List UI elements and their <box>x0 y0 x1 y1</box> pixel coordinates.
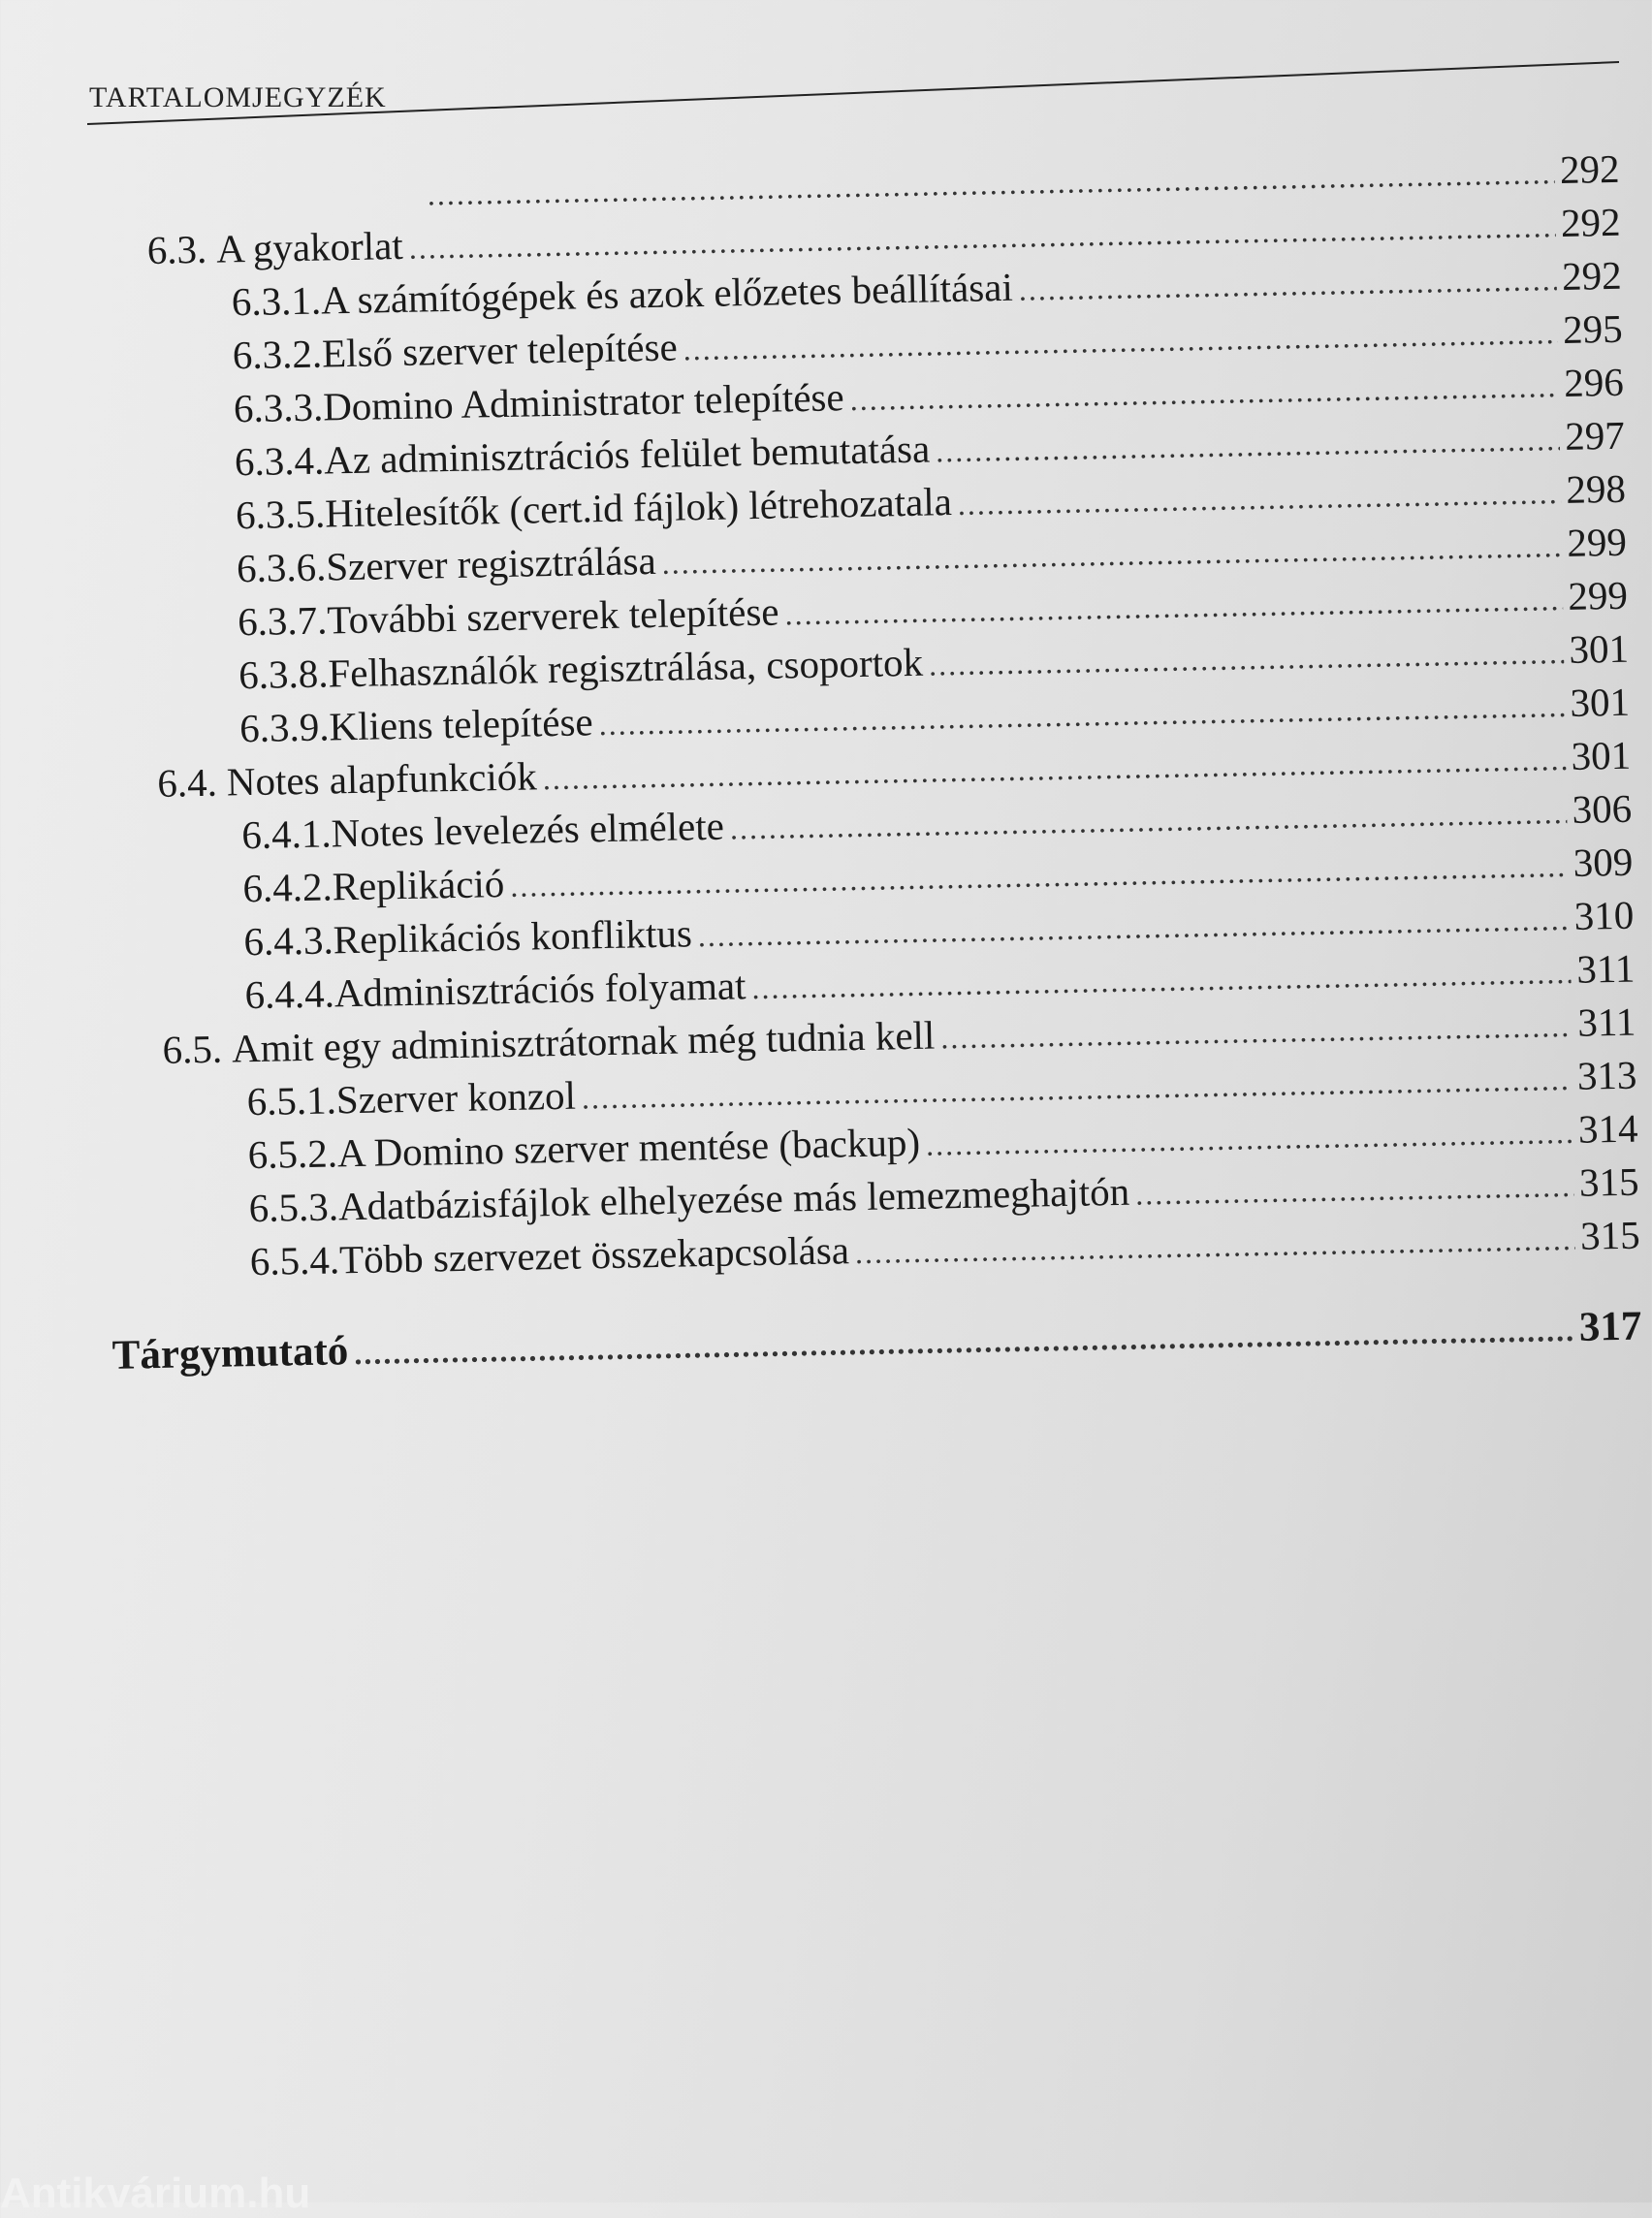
toc-page-number: 298 <box>1565 465 1627 512</box>
toc-leader <box>940 1002 1573 1061</box>
toc-title: Szerver konzol <box>335 1072 577 1123</box>
toc-page-number: 296 <box>1563 359 1625 405</box>
toc-number: 6.5.1. <box>246 1077 337 1125</box>
toc-number: 6.3.8. <box>238 650 329 698</box>
toc-title: Tárgymutató <box>111 1328 349 1378</box>
toc-number: 6.4.4. <box>244 970 335 1018</box>
toc-title: Adatbázisfájlok elhelyezése más lemezmeghajtón <box>337 1168 1130 1229</box>
toc-title: Több szervezet összekapcsolása <box>338 1227 850 1283</box>
toc-number: 6.3.3. <box>233 384 324 431</box>
toc-leader <box>929 629 1564 688</box>
toc-leader <box>1135 1162 1574 1218</box>
toc-page-number: 301 <box>1569 625 1630 672</box>
toc-title: Amit egy adminisztrátornak még tudnia kell <box>231 1012 936 1071</box>
toc-page-number: 299 <box>1567 572 1629 618</box>
toc-page-number: 301 <box>1571 732 1632 778</box>
toc-title: Replikációs konfliktus <box>333 910 693 963</box>
toc-page-number: 301 <box>1570 679 1631 725</box>
toc-leader <box>1018 256 1556 313</box>
toc-number: 6.4.1. <box>240 810 333 858</box>
toc-page-number: 292 <box>1559 145 1620 192</box>
toc-page-number: 317 <box>1578 1303 1642 1350</box>
toc-title: Notes levelezés elmélete <box>331 803 725 856</box>
toc-page-number: 295 <box>1562 305 1624 352</box>
toc-title: Hitelesítők (cert.id fájlok) létrehozatala <box>324 479 953 536</box>
toc-title: Első szerver telepítése <box>321 324 679 376</box>
toc-page-number: 310 <box>1573 892 1635 938</box>
toc-number: 6.4. <box>156 759 218 806</box>
toc-leader <box>936 416 1560 474</box>
table-of-contents <box>0 144 1652 1378</box>
toc-number: 6.3.2. <box>232 331 323 378</box>
toc-title: A számítógépek és azok előzetes beállításai <box>320 264 1014 323</box>
toc-page-number: 309 <box>1573 839 1634 885</box>
toc-title: Domino Administrator telepítése <box>322 374 844 429</box>
toc-number: 6.3.1. <box>231 277 322 325</box>
toc-title: A gyakorlat <box>215 222 404 271</box>
toc-leader <box>855 1216 1575 1276</box>
toc-page-number: 313 <box>1576 1052 1637 1098</box>
toc-number: 6.3.5. <box>235 491 326 538</box>
toc-title: Replikáció <box>332 861 505 909</box>
running-header: TARTALOMJEGYZÉK <box>89 81 387 113</box>
toc-page-number: 297 <box>1564 412 1626 459</box>
toc-page-number: 315 <box>1578 1158 1639 1205</box>
toc-number: 6.5.2. <box>247 1130 338 1178</box>
toc-number: 6.3.9. <box>238 704 330 751</box>
watermark: Antikvárium.hu <box>0 2170 311 2217</box>
toc-page-number: 311 <box>1576 998 1636 1045</box>
toc-leader <box>354 1307 1574 1377</box>
toc-number: 6.4.3. <box>243 917 334 965</box>
toc-page-number: 299 <box>1566 519 1628 565</box>
toc-page-number: 292 <box>1560 199 1621 245</box>
toc-leader <box>849 363 1559 423</box>
toc-title: Szerver regisztrálása <box>325 537 657 589</box>
toc-title: Felhasználók regisztrálása, csoportok <box>328 639 924 696</box>
toc-title: Adminisztrációs folyamat <box>334 963 747 1016</box>
toc-leader <box>957 469 1560 527</box>
toc-number: 6.5. <box>162 1026 223 1072</box>
toc-title: Kliens telepítése <box>329 699 594 749</box>
toc-title: Az adminisztrációs felület bemutatása <box>323 426 931 483</box>
toc-number: 6.3. <box>146 226 207 272</box>
toc-title: A Domino szerver mentése (backup) <box>336 1119 921 1176</box>
toc-page-number: 292 <box>1561 252 1623 299</box>
toc-page-number: 314 <box>1577 1105 1638 1152</box>
toc-index-entry <box>111 1304 1642 1381</box>
toc-page-number: 311 <box>1575 945 1636 992</box>
toc-page-number: 315 <box>1579 1212 1641 1258</box>
toc-number: 6.5.4. <box>249 1237 340 1284</box>
toc-number: 6.4.2. <box>242 864 334 911</box>
toc-number: 6.3.4. <box>234 437 325 485</box>
toc-number: 6.3.6. <box>236 544 327 591</box>
toc-number: 6.5.3. <box>248 1184 339 1231</box>
toc-title: Notes alapfunkciók <box>226 753 538 805</box>
toc-leader <box>926 1109 1573 1168</box>
toc-title: További szerverek telepítése <box>326 588 779 643</box>
toc-page-number: 306 <box>1572 785 1633 832</box>
toc-number: 6.3.7. <box>237 597 328 645</box>
